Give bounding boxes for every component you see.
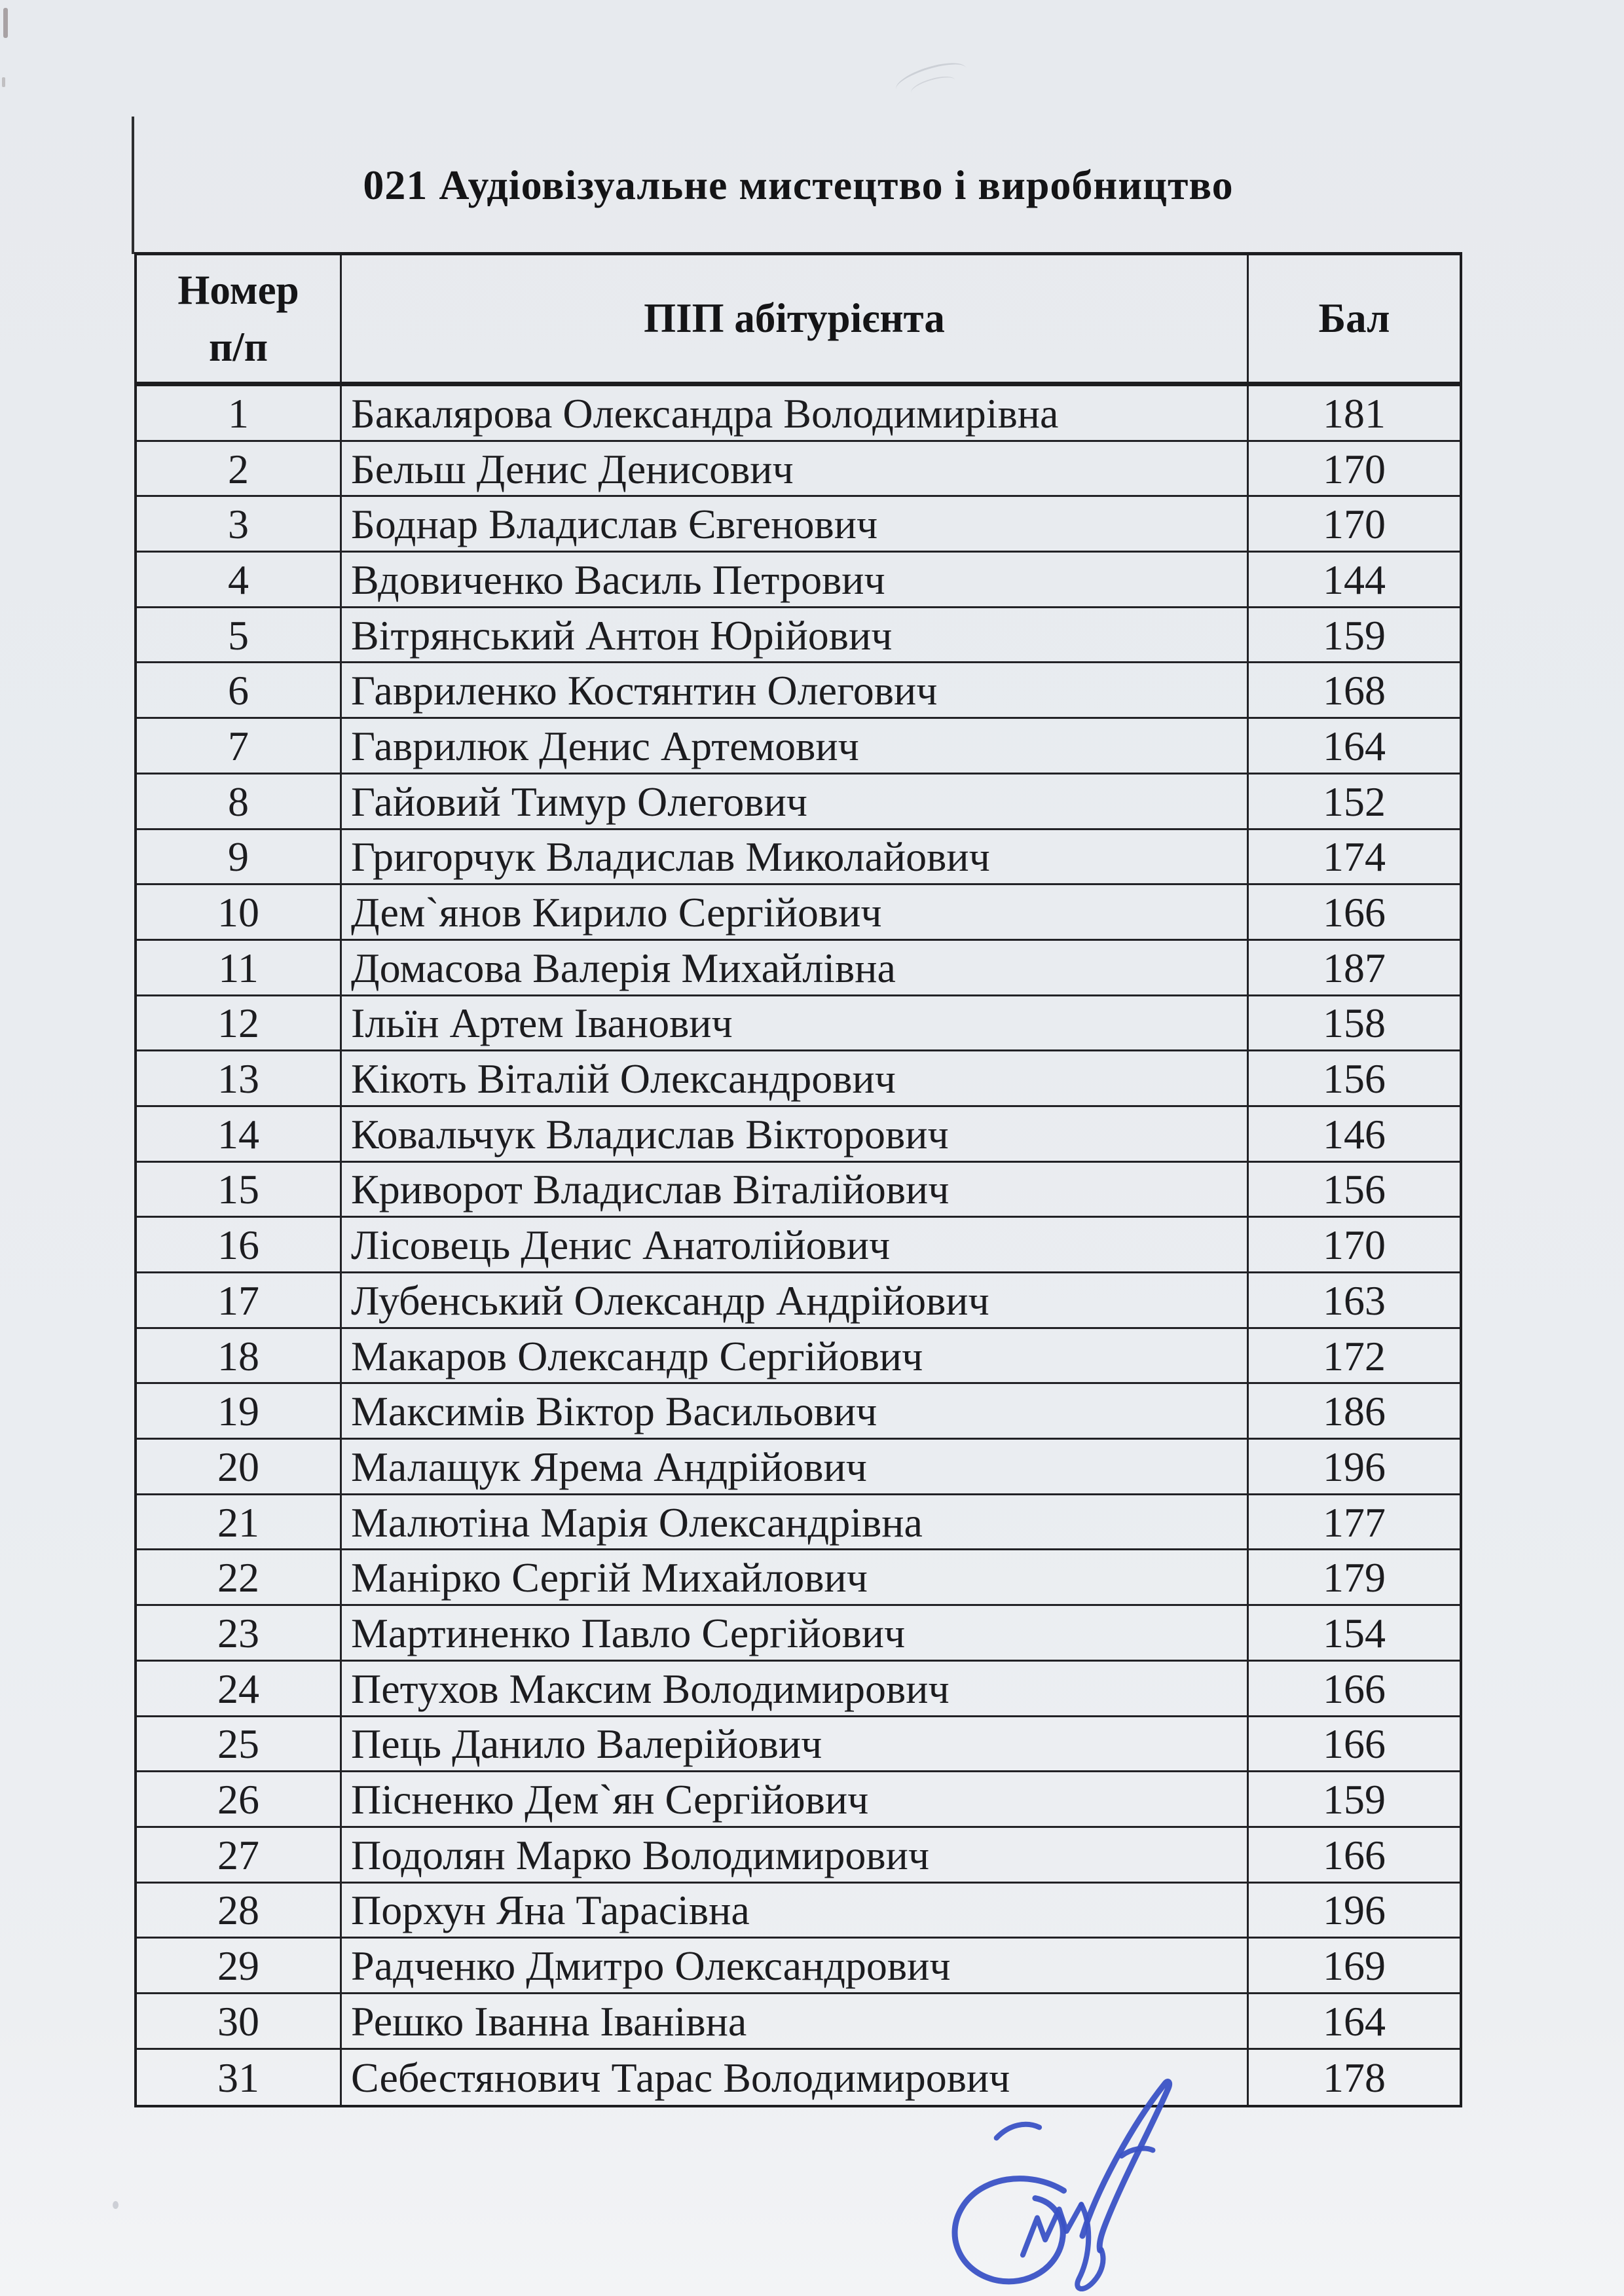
- table-row: [137, 1939, 1460, 1994]
- table-row: [137, 1329, 1460, 1385]
- row-number: 19: [137, 1384, 342, 1438]
- header-score-label: Бал: [1318, 295, 1390, 341]
- applicant-score: 166: [1323, 889, 1386, 936]
- table-row: [137, 830, 1460, 886]
- row-number: 24: [137, 1662, 342, 1715]
- applicants-table: [134, 252, 1462, 2107]
- scan-speck: [113, 2201, 119, 2209]
- row-number: 25: [137, 1717, 342, 1771]
- header-name-label: ПІП абітурієнта: [644, 295, 945, 341]
- table-row: [137, 1107, 1460, 1163]
- applicant-name: Пісненко Дем`ян Сергійович: [342, 1772, 1249, 1826]
- table-row: [137, 1273, 1460, 1329]
- table-row: [137, 996, 1460, 1052]
- header-number-line2: п/п: [208, 323, 268, 370]
- applicant-score: 181: [1323, 390, 1386, 437]
- applicant-score: 163: [1323, 1277, 1386, 1324]
- applicant-name: Радченко Дмитро Олександрович: [342, 1939, 1249, 1992]
- row-number: 3: [137, 497, 342, 551]
- applicant-name: Бакалярова Олександра Володимирівна: [342, 386, 1249, 440]
- applicant-score: 196: [1323, 1887, 1386, 1934]
- row-number: 13: [137, 1051, 342, 1105]
- row-number: 16: [137, 1218, 342, 1271]
- applicant-name: Максимів Віктор Васильович: [342, 1384, 1249, 1438]
- applicant-name: Дем`янов Кирило Сергійович: [342, 885, 1249, 939]
- applicant-name: Гавриленко Костянтин Олегович: [342, 663, 1249, 717]
- table-row: [137, 1384, 1460, 1440]
- table-row: [137, 1218, 1460, 1273]
- row-number: 1: [137, 386, 342, 440]
- applicant-name: Подолян Марко Володимирович: [342, 1828, 1249, 1882]
- applicant-name: Вітрянський Антон Юрійович: [342, 608, 1249, 662]
- table-row: [137, 719, 1460, 774]
- row-number: 18: [137, 1329, 342, 1383]
- table-row: [137, 1828, 1460, 1884]
- applicant-score: 146: [1323, 1110, 1386, 1157]
- table-row: [137, 1440, 1460, 1495]
- applicant-name: Малащук Ярема Андрійович: [342, 1440, 1249, 1493]
- applicant-name: Решко Іванна Іванівна: [342, 1994, 1249, 2048]
- header-number: [137, 255, 342, 382]
- scan-edge-artifact: [3, 8, 8, 38]
- applicant-score: 159: [1323, 1776, 1386, 1823]
- row-number: 29: [137, 1939, 342, 1992]
- applicant-name: Ковальчук Владислав Вікторович: [342, 1107, 1249, 1161]
- applicant-score: 154: [1323, 1609, 1386, 1656]
- header-score: [1249, 255, 1460, 382]
- row-number: 26: [137, 1772, 342, 1826]
- applicant-score: 170: [1323, 501, 1386, 548]
- applicant-score: 196: [1323, 1443, 1386, 1490]
- table-row: [137, 1717, 1460, 1773]
- applicant-score: 166: [1323, 1665, 1386, 1712]
- row-number: 14: [137, 1107, 342, 1161]
- row-number: 21: [137, 1495, 342, 1549]
- applicant-score: 170: [1323, 1222, 1386, 1269]
- applicant-name: Гайовий Тимур Олегович: [342, 774, 1249, 828]
- row-number: 9: [137, 830, 342, 884]
- header-number-line1: Номер: [177, 266, 299, 313]
- table-row: [137, 1994, 1460, 2050]
- applicant-score: 159: [1323, 611, 1386, 659]
- applicant-name: Криворот Владислав Віталійович: [342, 1163, 1249, 1216]
- applicant-name: Себестянович Тарас Володимирович: [342, 2050, 1249, 2105]
- applicant-score: 170: [1323, 445, 1386, 492]
- page-title: 021 Аудіовізуальне мистецтво і виробництво: [363, 162, 1234, 208]
- handwritten-signature-icon: [921, 2055, 1211, 2296]
- applicant-score: 156: [1323, 1166, 1386, 1213]
- row-number: 4: [137, 553, 342, 606]
- table-row: [137, 1163, 1460, 1218]
- table-row: [137, 1884, 1460, 1939]
- applicant-name: Кікоть Віталій Олександрович: [342, 1051, 1249, 1105]
- table-row: [137, 442, 1460, 498]
- row-number: 10: [137, 885, 342, 939]
- applicant-name: Мартиненко Павло Сергійович: [342, 1606, 1249, 1660]
- applicant-score: 169: [1323, 1942, 1386, 1990]
- table-row: [137, 608, 1460, 664]
- row-number: 17: [137, 1273, 342, 1327]
- row-number: 22: [137, 1550, 342, 1604]
- applicant-score: 174: [1323, 833, 1386, 881]
- scan-edge-artifact: [2, 77, 5, 87]
- table-row: [137, 1051, 1460, 1107]
- applicant-name: Вдовиченко Василь Петрович: [342, 553, 1249, 606]
- applicant-name: Макаров Олександр Сергійович: [342, 1329, 1249, 1383]
- applicant-score: 168: [1323, 667, 1386, 714]
- applicant-name: Гаврилюк Денис Артемович: [342, 719, 1249, 773]
- row-number: 12: [137, 996, 342, 1050]
- table-body: [137, 386, 1460, 2105]
- row-number: 31: [137, 2050, 342, 2105]
- row-number: 23: [137, 1606, 342, 1660]
- row-number: 28: [137, 1884, 342, 1937]
- applicant-name: Григорчук Владислав Миколайович: [342, 830, 1249, 884]
- header-name: [342, 255, 1249, 382]
- row-number: 11: [137, 941, 342, 994]
- table-header-row: [137, 255, 1460, 386]
- table-row: [137, 663, 1460, 719]
- table-row: [137, 497, 1460, 553]
- table-row: [137, 1606, 1460, 1662]
- applicant-name: Манірко Сергій Михайлович: [342, 1550, 1249, 1604]
- row-number: 6: [137, 663, 342, 717]
- row-number: 15: [137, 1163, 342, 1216]
- row-number: 5: [137, 608, 342, 662]
- applicant-score: 187: [1323, 944, 1386, 991]
- applicant-score: 158: [1323, 1000, 1386, 1047]
- table-row: [137, 1662, 1460, 1717]
- row-number: 7: [137, 719, 342, 773]
- row-number: 20: [137, 1440, 342, 1493]
- table-row: [137, 885, 1460, 941]
- applicant-name: Порхун Яна Тарасівна: [342, 1884, 1249, 1937]
- applicant-name: Пець Данило Валерійович: [342, 1717, 1249, 1771]
- applicant-name: Ільїн Артем Іванович: [342, 996, 1249, 1050]
- table-row: [137, 1772, 1460, 1828]
- table-row: [137, 2050, 1460, 2105]
- applicant-name: Петухов Максим Володимирович: [342, 1662, 1249, 1715]
- applicant-score: 164: [1323, 1997, 1386, 2045]
- applicant-score: 178: [1323, 2054, 1386, 2101]
- applicant-score: 152: [1323, 778, 1386, 825]
- applicant-score: 177: [1323, 1499, 1386, 1546]
- table-row: [137, 941, 1460, 996]
- applicant-name: Домасова Валерія Михайлівна: [342, 941, 1249, 994]
- applicant-score: 156: [1323, 1055, 1386, 1102]
- table-row: [137, 774, 1460, 830]
- applicant-name: Боднар Владислав Євгенович: [342, 497, 1249, 551]
- applicant-name: Лісовець Денис Анатолійович: [342, 1218, 1249, 1271]
- table-row: [137, 1495, 1460, 1551]
- applicant-score: 144: [1323, 556, 1386, 603]
- applicant-score: 166: [1323, 1831, 1386, 1878]
- row-number: 8: [137, 774, 342, 828]
- applicant-name: Бельш Денис Денисович: [342, 442, 1249, 496]
- applicant-score: 186: [1323, 1388, 1386, 1435]
- applicant-score: 172: [1323, 1332, 1386, 1379]
- applicant-score: 166: [1323, 1721, 1386, 1768]
- applicant-name: Лубенський Олександр Андрійович: [342, 1273, 1249, 1327]
- applicant-score: 164: [1323, 722, 1386, 769]
- applicant-score: 179: [1323, 1554, 1386, 1601]
- row-number: 2: [137, 442, 342, 496]
- table-row: [137, 386, 1460, 442]
- table-row: [137, 553, 1460, 608]
- row-number: 27: [137, 1828, 342, 1882]
- table-row: [137, 1550, 1460, 1606]
- applicant-name: Малютіна Марія Олександрівна: [342, 1495, 1249, 1549]
- row-number: 30: [137, 1994, 342, 2048]
